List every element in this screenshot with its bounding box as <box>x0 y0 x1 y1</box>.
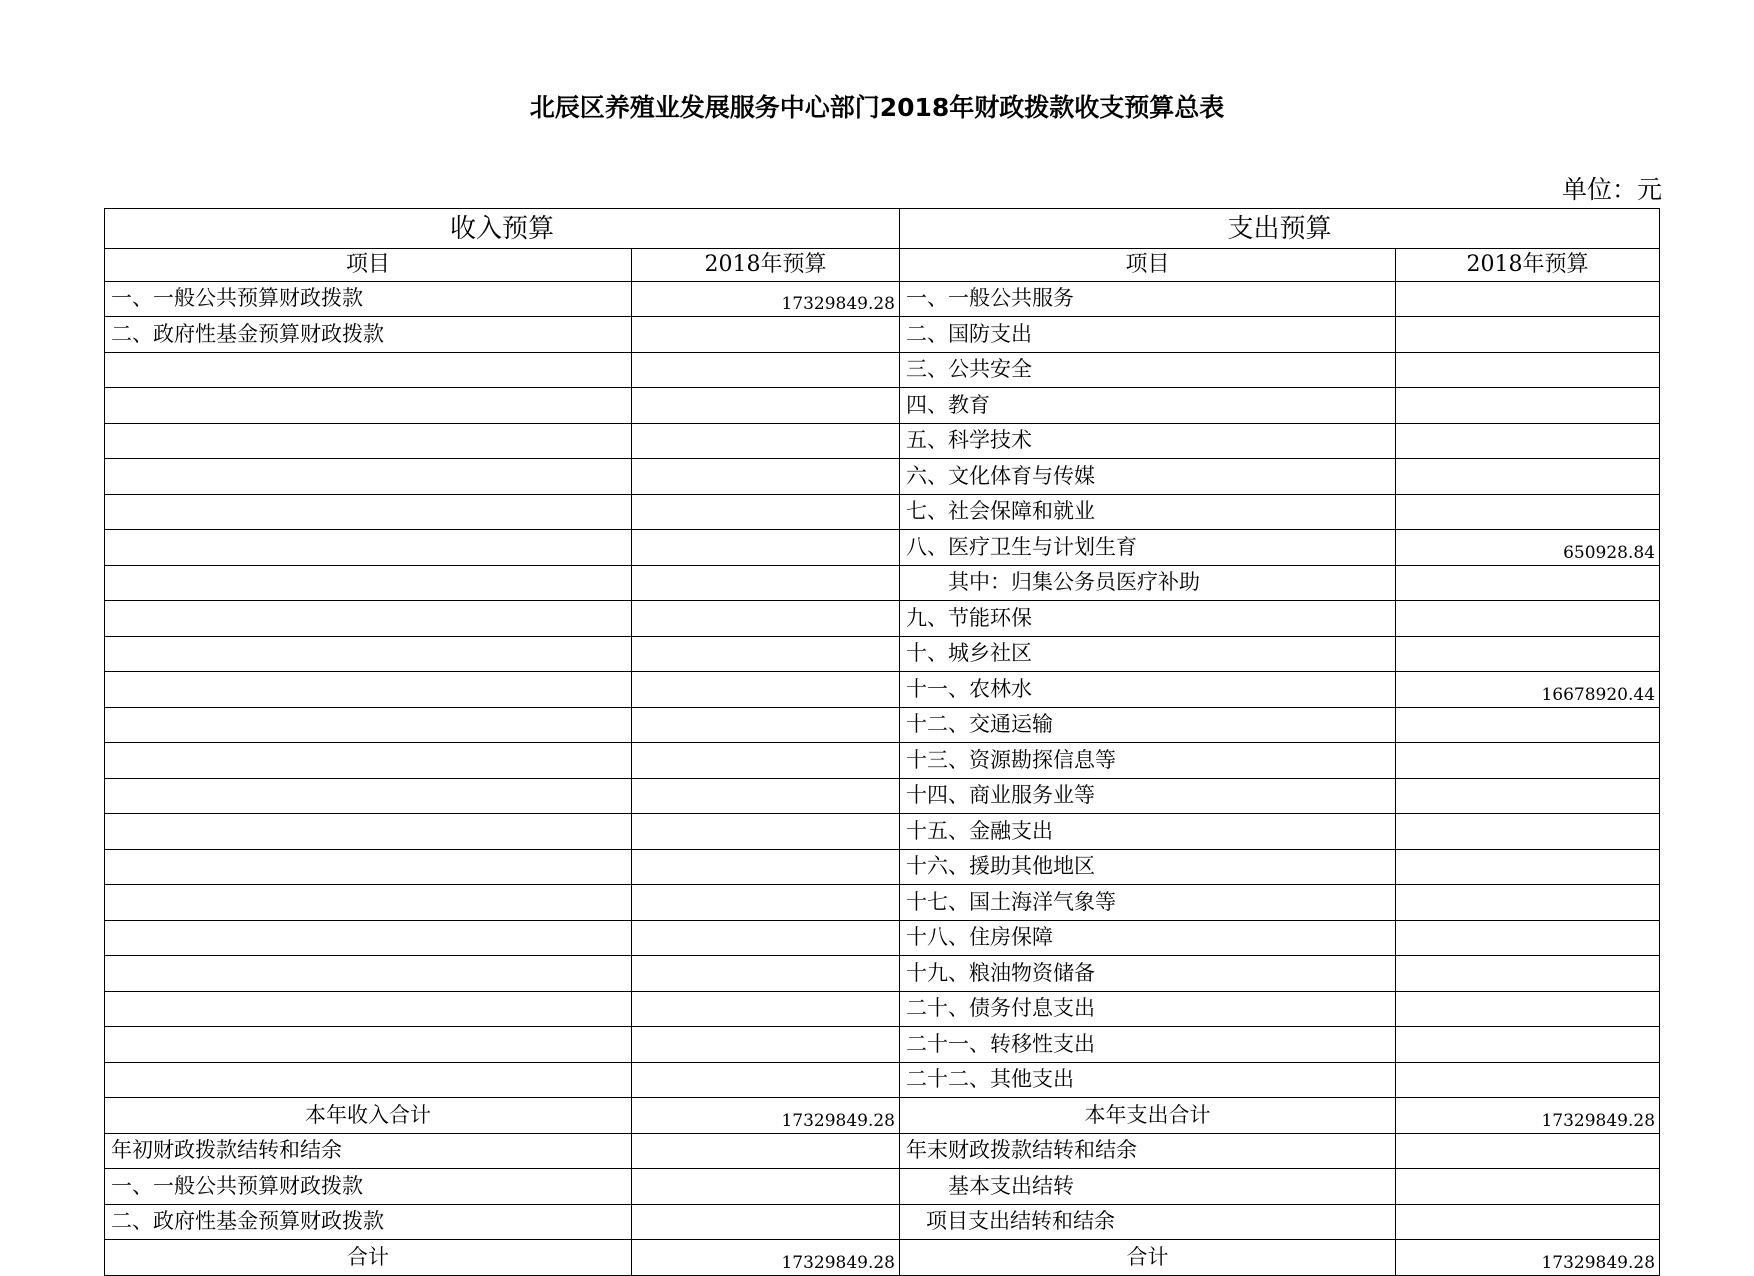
income-item-cell: 一、一般公共预算财政拨款 <box>105 1169 632 1205</box>
table-row <box>105 459 1660 495</box>
expense-budget-cell <box>1396 317 1660 353</box>
expense-item-cell: 十四、商业服务业等 <box>900 778 1396 814</box>
expense-item-cell: 其中：归集公务员医疗补助 <box>900 565 1396 601</box>
income-budget-cell <box>632 459 900 495</box>
table-row <box>105 1240 1660 1276</box>
income-budget-cell <box>632 778 900 814</box>
income-item-cell: 年初财政拨款结转和结余 <box>105 1133 632 1169</box>
income-budget-cell <box>632 423 900 459</box>
expense-budget-cell <box>1396 920 1660 956</box>
expense-budget-cell <box>1396 1062 1660 1098</box>
expense-budget-cell: 17329849.28 <box>1396 1098 1660 1134</box>
table-row <box>105 849 1660 885</box>
table-row <box>105 1169 1660 1205</box>
table-row <box>105 920 1660 956</box>
expense-budget-cell <box>1396 565 1660 601</box>
expense-item-header: 项目 <box>900 249 1396 282</box>
income-item-cell <box>105 707 632 743</box>
expense-budget-cell <box>1396 849 1660 885</box>
income-budget-cell <box>632 317 900 353</box>
expense-item-cell: 六、文化体育与传媒 <box>900 459 1396 495</box>
income-budget-cell <box>632 1204 900 1240</box>
table-row <box>105 672 1660 708</box>
expense-item-cell: 年末财政拨款结转和结余 <box>900 1133 1396 1169</box>
income-item-header: 项目 <box>105 249 632 282</box>
expense-budget-cell <box>1396 281 1660 317</box>
expense-item-cell: 十一、农林水 <box>900 672 1396 708</box>
income-item-cell <box>105 885 632 921</box>
expense-budget-cell <box>1396 814 1660 850</box>
expense-budget-cell <box>1396 1169 1660 1205</box>
income-item-cell: 合计 <box>105 1240 632 1276</box>
expense-item-cell: 十五、金融支出 <box>900 814 1396 850</box>
expense-item-cell: 十六、援助其他地区 <box>900 849 1396 885</box>
income-budget-cell <box>632 956 900 992</box>
expense-item-cell: 九、节能环保 <box>900 601 1396 637</box>
expense-budget-cell <box>1396 388 1660 424</box>
expense-budget-cell <box>1396 991 1660 1027</box>
table-row <box>105 636 1660 672</box>
section-header-row <box>105 209 1660 249</box>
expense-item-cell: 项目支出结转和结余 <box>900 1204 1396 1240</box>
income-item-cell <box>105 1027 632 1063</box>
table-row <box>105 743 1660 779</box>
page-title: 北辰区养殖业发展服务中心部门2018年财政拨款收支预算总表 <box>529 93 1225 122</box>
income-item-cell <box>105 459 632 495</box>
income-item-cell <box>105 530 632 566</box>
expense-item-cell: 一、一般公共服务 <box>900 281 1396 317</box>
table-row <box>105 565 1660 601</box>
table-row <box>105 1133 1660 1169</box>
expense-budget-cell <box>1396 494 1660 530</box>
income-item-cell <box>105 636 632 672</box>
expense-budget-cell <box>1396 885 1660 921</box>
expense-item-cell: 本年支出合计 <box>900 1098 1396 1134</box>
income-item-cell: 本年收入合计 <box>105 1098 632 1134</box>
expense-item-cell: 十、城乡社区 <box>900 636 1396 672</box>
income-budget-cell: 17329849.28 <box>632 1098 900 1134</box>
income-item-cell <box>105 778 632 814</box>
expense-item-cell: 四、教育 <box>900 388 1396 424</box>
expense-budget-cell: 650928.84 <box>1396 530 1660 566</box>
expense-item-cell: 二十、债务付息支出 <box>900 991 1396 1027</box>
expense-budget-cell <box>1396 1204 1660 1240</box>
income-item-cell <box>105 956 632 992</box>
income-budget-header: 2018年预算 <box>632 249 900 282</box>
table-row <box>105 1062 1660 1098</box>
income-item-cell <box>105 565 632 601</box>
column-header-row <box>105 249 1660 282</box>
income-item-cell <box>105 1062 632 1098</box>
income-item-cell <box>105 352 632 388</box>
expense-item-cell: 七、社会保障和就业 <box>900 494 1396 530</box>
income-budget-cell <box>632 494 900 530</box>
table-row <box>105 530 1660 566</box>
unit-label: 单位：元 <box>1561 175 1662 204</box>
income-item-cell <box>105 920 632 956</box>
expense-budget-cell <box>1396 423 1660 459</box>
expense-item-cell: 十二、交通运输 <box>900 707 1396 743</box>
income-item-cell <box>105 388 632 424</box>
income-item-cell <box>105 423 632 459</box>
table-row <box>105 1204 1660 1240</box>
table-row <box>105 423 1660 459</box>
expense-item-cell: 合计 <box>900 1240 1396 1276</box>
table-row <box>105 1098 1660 1134</box>
income-budget-cell <box>632 601 900 637</box>
income-item-cell: 二、政府性基金预算财政拨款 <box>105 317 632 353</box>
income-budget-cell <box>632 1062 900 1098</box>
table-row <box>105 1027 1660 1063</box>
income-budget-cell <box>632 849 900 885</box>
income-item-cell: 二、政府性基金预算财政拨款 <box>105 1204 632 1240</box>
expense-section-header: 支出预算 <box>900 209 1660 249</box>
income-item-cell <box>105 494 632 530</box>
income-section-header: 收入预算 <box>105 209 900 249</box>
income-item-cell: 一、一般公共预算财政拨款 <box>105 281 632 317</box>
expense-budget-cell <box>1396 1027 1660 1063</box>
income-budget-cell <box>632 352 900 388</box>
income-budget-cell <box>632 672 900 708</box>
table-row <box>105 778 1660 814</box>
table-row <box>105 601 1660 637</box>
income-budget-cell <box>632 920 900 956</box>
expense-budget-cell <box>1396 778 1660 814</box>
expense-item-cell: 十八、住房保障 <box>900 920 1396 956</box>
expense-item-cell: 三、公共安全 <box>900 352 1396 388</box>
income-budget-cell <box>632 743 900 779</box>
budget-table <box>104 208 1660 1276</box>
expense-item-cell: 十三、资源勘探信息等 <box>900 743 1396 779</box>
table-row <box>105 956 1660 992</box>
table-row <box>105 494 1660 530</box>
table-row <box>105 281 1660 317</box>
table-row <box>105 814 1660 850</box>
income-budget-cell <box>632 1169 900 1205</box>
income-budget-cell <box>632 388 900 424</box>
income-budget-cell <box>632 1027 900 1063</box>
expense-budget-header: 2018年预算 <box>1396 249 1660 282</box>
table-row <box>105 991 1660 1027</box>
income-budget-cell <box>632 707 900 743</box>
table-row <box>105 388 1660 424</box>
income-item-cell <box>105 672 632 708</box>
expense-budget-cell: 16678920.44 <box>1396 672 1660 708</box>
table-row <box>105 707 1660 743</box>
expense-item-cell: 八、医疗卫生与计划生育 <box>900 530 1396 566</box>
expense-item-cell: 二十一、转移性支出 <box>900 1027 1396 1063</box>
expense-budget-cell <box>1396 636 1660 672</box>
table-row <box>105 352 1660 388</box>
income-budget-cell <box>632 530 900 566</box>
income-budget-cell: 17329849.28 <box>632 281 900 317</box>
expense-budget-cell: 17329849.28 <box>1396 1240 1660 1276</box>
table-row <box>105 885 1660 921</box>
income-item-cell <box>105 743 632 779</box>
expense-item-cell: 基本支出结转 <box>900 1169 1396 1205</box>
expense-item-cell: 二十二、其他支出 <box>900 1062 1396 1098</box>
expense-item-cell: 十七、国土海洋气象等 <box>900 885 1396 921</box>
income-budget-cell: 17329849.28 <box>632 1240 900 1276</box>
income-budget-cell <box>632 636 900 672</box>
income-budget-cell <box>632 814 900 850</box>
expense-budget-cell <box>1396 459 1660 495</box>
expense-budget-cell <box>1396 956 1660 992</box>
table-row <box>105 317 1660 353</box>
expense-budget-cell <box>1396 1133 1660 1169</box>
expense-budget-cell <box>1396 743 1660 779</box>
expense-budget-cell <box>1396 601 1660 637</box>
expense-budget-cell <box>1396 352 1660 388</box>
expense-item-cell: 十九、粮油物资储备 <box>900 956 1396 992</box>
expense-item-cell: 二、国防支出 <box>900 317 1396 353</box>
expense-item-cell: 五、科学技术 <box>900 423 1396 459</box>
income-budget-cell <box>632 1133 900 1169</box>
income-budget-cell <box>632 991 900 1027</box>
expense-budget-cell <box>1396 707 1660 743</box>
income-item-cell <box>105 601 632 637</box>
income-budget-cell <box>632 565 900 601</box>
income-item-cell <box>105 814 632 850</box>
income-budget-cell <box>632 885 900 921</box>
income-item-cell <box>105 849 632 885</box>
income-item-cell <box>105 991 632 1027</box>
